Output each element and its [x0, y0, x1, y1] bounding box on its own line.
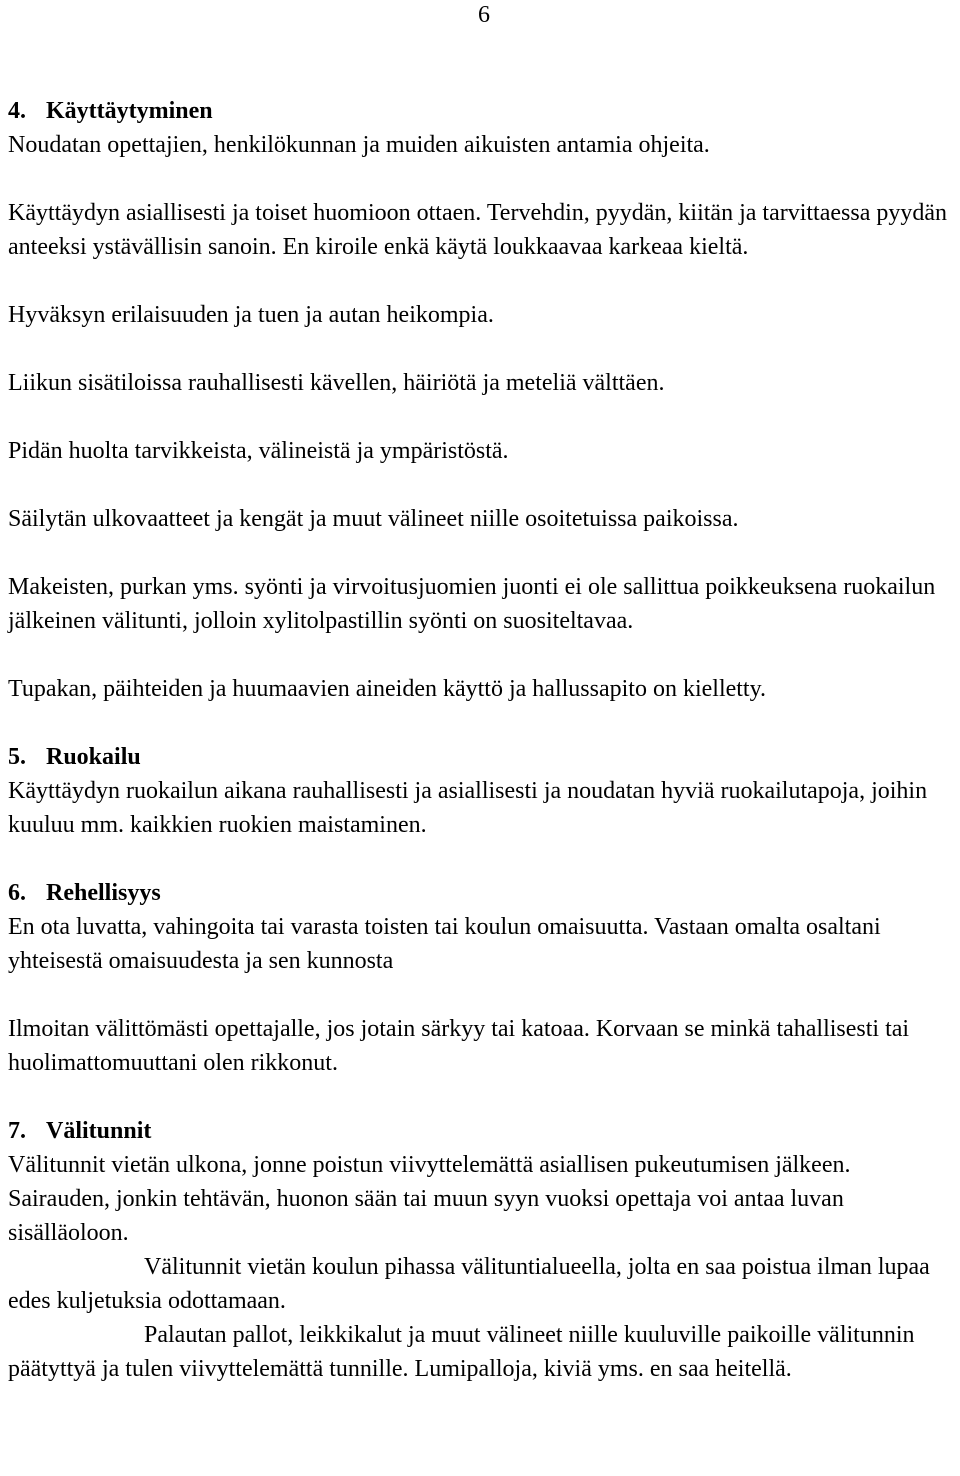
document-body: [8, 94, 956, 1386]
section-number: 7.: [8, 1118, 26, 1144]
section-behaviour: [8, 94, 956, 706]
page-number: 6: [478, 2, 490, 28]
section-number: 4.: [8, 98, 26, 124]
paragraph: En ota luvatta, vahingoita tai varasta toisten tai koulun omaisuutta. Vastaan omalta osaltani yhteisestä omaisuudesta ja sen kunnosta: [8, 914, 881, 974]
section-number: 5.: [8, 744, 26, 770]
paragraph: Välitunnit vietän koulun pihassa välituntialueella, jolta en saa poistua ilman lupaa edes kuljetuksia odottamaan.: [8, 1254, 930, 1314]
section-heading: [8, 94, 956, 128]
paragraph: Käyttäydyn asiallisesti ja toiset huomioon ottaen. Tervehdin, pyydän, kiitän ja tarvittaessa pyydän anteeksi ystävällisin sanoin. En kiroile enkä käytä loukkaavaa karkeaa kieltä.: [8, 200, 947, 260]
paragraph: Ilmoitan välittömästi opettajalle, jos jotain särkyy tai katoaa. Korvaan se minkä tahallisesti tai huolimattomuuttani olen rikkonut.: [8, 1016, 910, 1076]
section-heading: [8, 740, 956, 774]
paragraph: Hyväksyn erilaisuuden ja tuen ja autan heikompia.: [8, 302, 494, 328]
paragraph: Noudatan opettajien, henkilökunnan ja muiden aikuisten antamia ohjeita.: [8, 132, 710, 158]
section-title: Välitunnit: [46, 1118, 152, 1144]
paragraph: Makeisten, purkan yms. syönti ja virvoitusjuomien juonti ei ole sallittua poikkeuksena ruokailun jälkeinen välitunti, jolloin xylitolpastillin syönti on suositeltavaa.: [8, 574, 936, 634]
paragraph: Säilytän ulkovaatteet ja kengät ja muut välineet niille osoitetuissa paikoissa.: [8, 506, 739, 532]
paragraph: Välitunnit vietän ulkona, jonne poistun viivyttelemättä asiallisen pukeutumisen jälkeen. Sairauden, jonkin tehtävän, huonon sään tai muun syyn vuoksi opettaja voi antaa luvan sisälläoloon.: [8, 1152, 851, 1246]
section-heading: [8, 1114, 956, 1148]
paragraph: Pidän huolta tarvikkeista, välineistä ja ympäristöstä.: [8, 438, 509, 464]
section-number: 6.: [8, 880, 26, 906]
paragraph: Liikun sisätiloissa rauhallisesti kävellen, häiriötä ja meteliä välttäen.: [8, 370, 665, 396]
paragraph: Tupakan, päihteiden ja huumaavien aineiden käyttö ja hallussapito on kielletty.: [8, 676, 767, 702]
paragraph: Palautan pallot, leikkikalut ja muut välineet niille kuuluville paikoille välitunnin päätyttyä ja tulen viivyttelemättä tunnille. Lumipalloja, kiviä yms. en saa heitellä.: [8, 1322, 915, 1382]
section-title: Rehellisyys: [46, 880, 161, 906]
section-meals: [8, 740, 956, 842]
section-title: Käyttäytyminen: [46, 98, 213, 124]
paragraph: Käyttäydyn ruokailun aikana rauhallisesti ja asiallisesti ja noudatan hyviä ruokailutapoja, joihin kuuluu mm. kaikkien ruokien maistaminen.: [8, 778, 928, 838]
section-title: Ruokailu: [46, 744, 141, 770]
section-breaks: [8, 1114, 956, 1386]
section-honesty: [8, 876, 956, 1080]
section-heading: [8, 876, 956, 910]
